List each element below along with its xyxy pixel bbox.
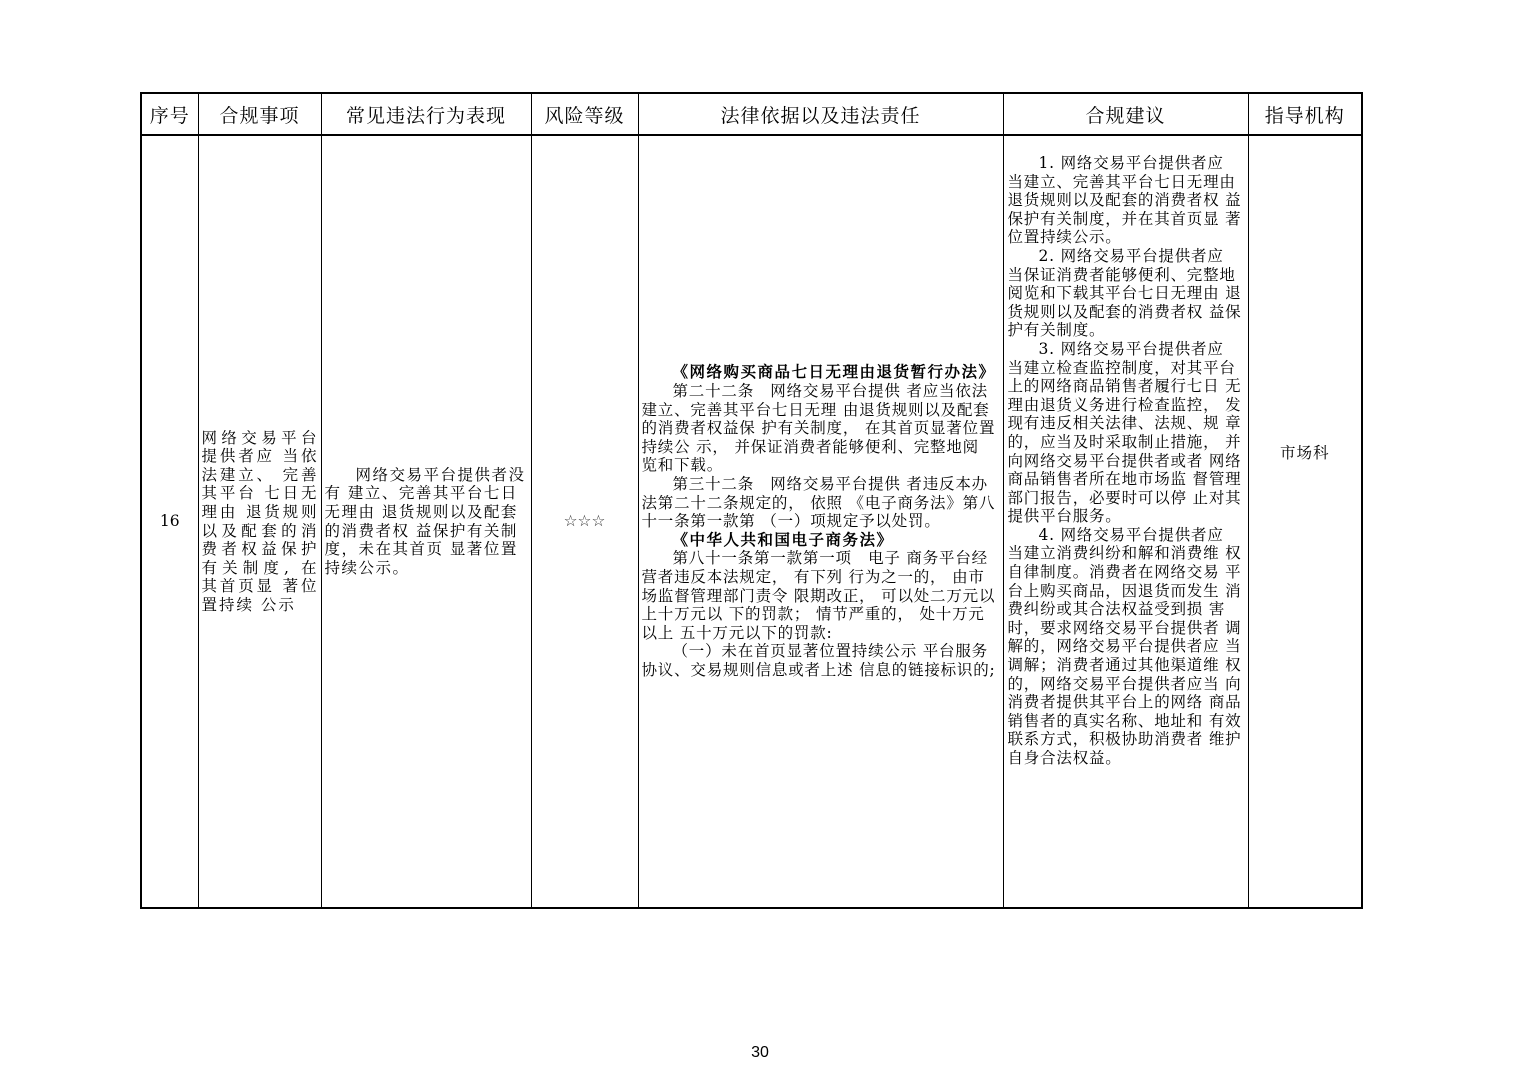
cell-num: 16 <box>141 135 198 908</box>
compliance-table <box>140 92 1363 909</box>
cell-behavior <box>321 135 531 908</box>
cell-advice <box>1003 135 1248 908</box>
header-row <box>141 93 1362 135</box>
law-article-32: 第三十二条 网络交易平台提供 者违反本办法第二十二条规定的， 依照 《电子商务法》第八十一条第一款第 （一）项规定予以处罚。 <box>641 475 996 531</box>
law-article-22: 第二十二条 网络交易平台提供 者应当依法建立、完善其平台七日无理 由退货规则以及配套的消费者权益保 护有关制度， 在其首页显著位置持续公 示， 并保证消费者能够便利、完整地阅 览和下载。 <box>641 382 996 475</box>
cell-org <box>1248 135 1362 908</box>
advice-3: 3. 网络交易平台提供者应 当建立检查监控制度，对其平台 上的网络商品销售者履行七日 无理由退货义务进行检查监控， 发现有违反相关法律、法规、规 章的，应当及时采取制止措施， 并向网络交易平台提供者或者 网络商品销售者所在地市场监 督管理部门报告，必要时可以停 止对其提供平台服务。 <box>1007 339 1242 526</box>
header-item: 合规事项 <box>198 93 321 135</box>
table-row <box>141 135 1362 908</box>
behavior-text: 网络交易平台提供者没有 建立、完善其平台七日无理由 退货规则以及配套的消费者权 益保护有关制度，未在其首页 显著位置持续公示。 <box>324 465 526 577</box>
header-num: 序号 <box>141 93 198 135</box>
header-advice: 合规建议 <box>1003 93 1248 135</box>
law-title-1: 《网络购买商品七日无理由退货暂行办法》 <box>672 362 996 382</box>
advice-2: 2. 网络交易平台提供者应 当保证消费者能够便利、完整地 阅览和下载其平台七日无理由 退货规则以及配套的消费者权 益保护有关制度。 <box>1007 246 1242 340</box>
header-risk: 风险等级 <box>531 93 638 135</box>
page-number: 30 <box>751 1044 769 1061</box>
law-title-2: 《中华人共和国电子商务法》 <box>672 529 894 549</box>
header-behavior: 常见违法行为表现 <box>321 93 531 135</box>
header-law: 法律依据以及违法责任 <box>638 93 1003 135</box>
advice-4: 4. 网络交易平台提供者应 当建立消费纠纷和解和消费维 权自律制度。消费者在网络交易 平台上购买商品，因退货而发生 消费纠纷或其合法权益受到损 害时，要求网络交易平台提供者 调解的，网络交易平台提供者应 当调解；消费者通过其他渠道维 权的，网络交易平台提供者应当 向消费者提供其平台上的网络 商品销售者的真实名称、地址和 有效联系方式，积极协助消费者 维护自身合法权益。 <box>1007 525 1242 767</box>
advice-1: 1. 网络交易平台提供者应 当建立、完善其平台七日无理由 退货规则以及配套的消费者权 益保护有关制度，并在其首页显 著位置持续公示。 <box>1007 154 1242 247</box>
cell-item: 网络交易平台提供者应 当依法建立、 完善其平台 七日无理由 退货规则 以及配套的消 费者权益保护有关制度, 在其首页显 著位置持续 公示 <box>198 135 321 908</box>
law-article-81-item-1: （一）未在首页显著位置持续公示 平台服务协议、交易规则信息或者上述 信息的链接标识的; <box>641 642 996 679</box>
org-label: 市场科 <box>1279 444 1330 462</box>
cell-law <box>638 135 1003 908</box>
cell-risk-stars: ☆☆☆ <box>531 135 638 908</box>
law-article-81: 第八十一条第一款第一项 电子 商务平台经营者违反本法规定， 有下列 行为之一的， 由市场监督管理部门责令 限期改正， 可以处二万元以上十万元以 下的罚款； 情节严重的， 处十万元以上 五十万元以下的罚款: <box>641 549 996 642</box>
header-org: 指导机构 <box>1248 93 1362 135</box>
